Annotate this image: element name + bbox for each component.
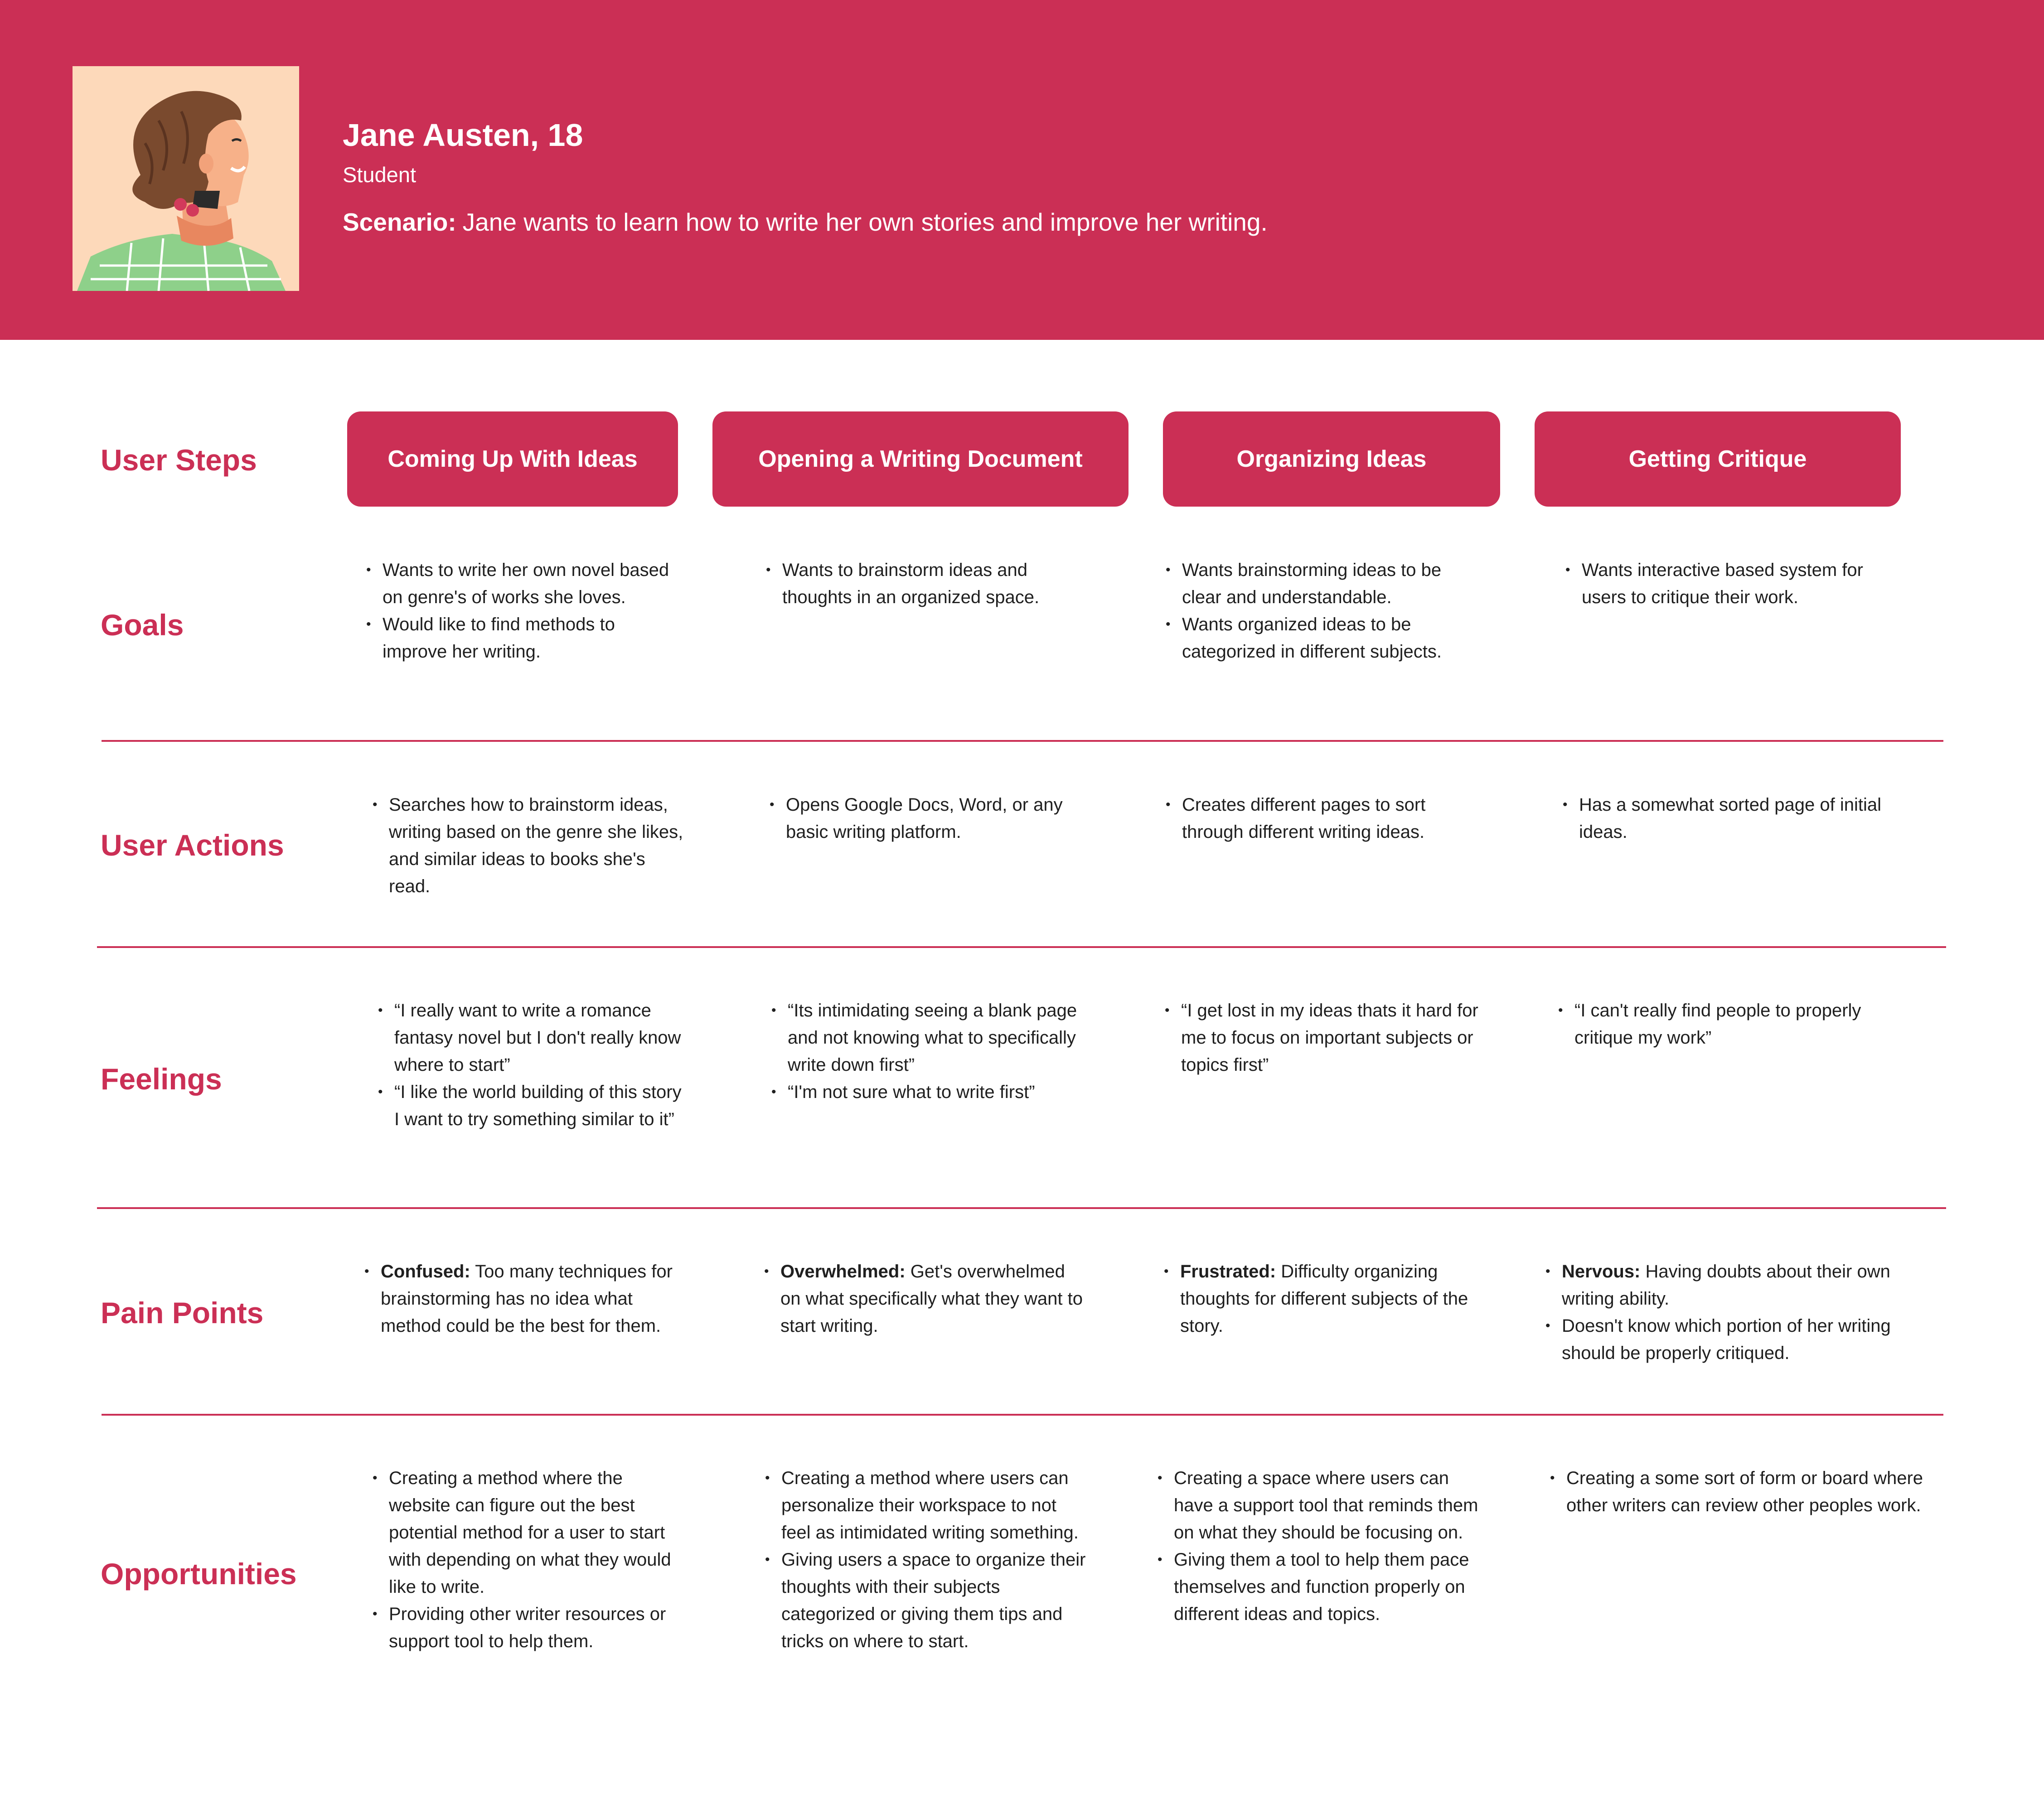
actions-cell-1 bbox=[370, 791, 687, 900]
list-item: • “I like the world building of this story I want to try something similar to it” bbox=[375, 1078, 688, 1133]
step-getting-critique[interactable]: Getting Critique bbox=[1535, 411, 1901, 507]
list-item: • Confused: Too many techniques for brainstorming has no idea what method could be the best for them. bbox=[362, 1258, 688, 1340]
list-item: • Wants organized ideas to be categorized in different subjects. bbox=[1163, 611, 1480, 665]
list-item: • Creating a method where users can personalize their workspace to not feel as intimidated writing something. bbox=[762, 1465, 1089, 1546]
opps-cell-3 bbox=[1155, 1465, 1481, 1628]
row-label-goals: Goals bbox=[101, 608, 184, 642]
list-item: • Doesn't know which portion of her writing should be properly critiqued. bbox=[1543, 1312, 1919, 1367]
list-item: • Has a somewhat sorted page of initial ideas. bbox=[1560, 791, 1895, 846]
list-item: • “I get lost in my ideas thats it hard for me to focus on important subjects or topics first” bbox=[1162, 997, 1479, 1078]
step-organizing-ideas[interactable]: Organizing Ideas bbox=[1163, 411, 1500, 507]
goals-cell-4 bbox=[1563, 556, 1889, 611]
list-item: • Creates different pages to sort through different writing ideas. bbox=[1163, 791, 1480, 846]
scenario-label: Scenario: bbox=[343, 208, 456, 236]
pain-cell-2 bbox=[761, 1258, 1088, 1340]
list-item: • Nervous: Having doubts about their own writing ability. bbox=[1543, 1258, 1919, 1312]
divider-actions bbox=[97, 946, 1946, 948]
list-item: • Creating a some sort of form or board where other writers can review other peoples work. bbox=[1547, 1465, 1946, 1519]
opps-cell-4 bbox=[1547, 1465, 1946, 1519]
feelings-cell-2 bbox=[769, 997, 1086, 1106]
persona-name: Jane Austen, 18 bbox=[343, 117, 583, 153]
list-item: • “I really want to write a romance fantasy novel but I don't really know where to start” bbox=[375, 997, 688, 1078]
scenario bbox=[343, 208, 1268, 237]
list-item: • Wants to write her own novel based on genre's of works she loves. bbox=[363, 556, 681, 611]
pain-cell-4 bbox=[1543, 1258, 1919, 1367]
list-item: • Opens Google Docs, Word, or any basic writing platform. bbox=[767, 791, 1084, 846]
pain-cell-1 bbox=[362, 1258, 688, 1340]
list-item: • Giving them a tool to help them pace themselves and function properly on different ideas and topics. bbox=[1155, 1546, 1481, 1628]
pain-cell-3 bbox=[1161, 1258, 1478, 1340]
divider-feelings bbox=[97, 1207, 1946, 1209]
row-label-user-actions: User Actions bbox=[101, 828, 284, 862]
list-item: • Providing other writer resources or support tool to help them. bbox=[370, 1601, 687, 1655]
actions-cell-2 bbox=[767, 791, 1084, 846]
goals-cell-1 bbox=[363, 556, 681, 665]
actions-cell-3 bbox=[1163, 791, 1480, 846]
list-item: • “Its intimidating seeing a blank page and not knowing what to specifically write down first” bbox=[769, 997, 1086, 1078]
persona-header bbox=[0, 0, 2044, 340]
list-item: • Wants brainstorming ideas to be clear and understandable. bbox=[1163, 556, 1480, 611]
list-item: • Overwhelmed: Get's overwhelmed on what specifically what they want to start writing. bbox=[761, 1258, 1088, 1340]
opps-cell-2 bbox=[762, 1465, 1089, 1655]
row-label-feelings: Feelings bbox=[101, 1062, 222, 1096]
step-coming-up-with-ideas[interactable]: Coming Up With Ideas bbox=[347, 411, 678, 507]
scenario-text: Jane wants to learn how to write her own stories and improve her writing. bbox=[462, 208, 1268, 236]
goals-cell-3 bbox=[1163, 556, 1480, 665]
step-opening-writing-document[interactable]: Opening a Writing Document bbox=[712, 411, 1129, 507]
divider-goals bbox=[102, 740, 1943, 742]
persona-role: Student bbox=[343, 163, 417, 187]
woman-portrait-illustration bbox=[73, 66, 299, 291]
row-label-user-steps: User Steps bbox=[101, 443, 257, 477]
feelings-cell-1 bbox=[375, 997, 688, 1133]
actions-cell-4 bbox=[1560, 791, 1895, 846]
list-item: • Giving users a space to organize their thoughts with their subjects categorized or giving them tips and tricks on where to start. bbox=[762, 1546, 1089, 1655]
list-item: • “I'm not sure what to write first” bbox=[769, 1078, 1086, 1106]
list-item: • Frustrated: Difficulty organizing thoughts for different subjects of the story. bbox=[1161, 1258, 1478, 1340]
list-item: • Wants interactive based system for users to critique their work. bbox=[1563, 556, 1889, 611]
row-label-pain-points: Pain Points bbox=[101, 1296, 264, 1330]
list-item: • Creating a method where the website can figure out the best potential method for a user to start with depending on what they would like to write. bbox=[370, 1465, 687, 1601]
divider-pain bbox=[102, 1414, 1943, 1416]
list-item: • Searches how to brainstorm ideas, writing based on the genre she likes, and similar ideas to books she's read. bbox=[370, 791, 687, 900]
row-label-opportunities: Opportunities bbox=[101, 1557, 297, 1591]
list-item: • Creating a space where users can have a support tool that reminds them on what they should be focusing on. bbox=[1155, 1465, 1481, 1546]
feelings-cell-4 bbox=[1555, 997, 1891, 1051]
list-item: • Would like to find methods to improve her writing. bbox=[363, 611, 681, 665]
persona-avatar bbox=[73, 66, 299, 291]
goals-cell-2 bbox=[763, 556, 1080, 611]
feelings-cell-3 bbox=[1162, 997, 1479, 1078]
list-item: • “I can't really find people to properly critique my work” bbox=[1555, 997, 1891, 1051]
opps-cell-1 bbox=[370, 1465, 687, 1655]
list-item: • Wants to brainstorm ideas and thoughts in an organized space. bbox=[763, 556, 1080, 611]
